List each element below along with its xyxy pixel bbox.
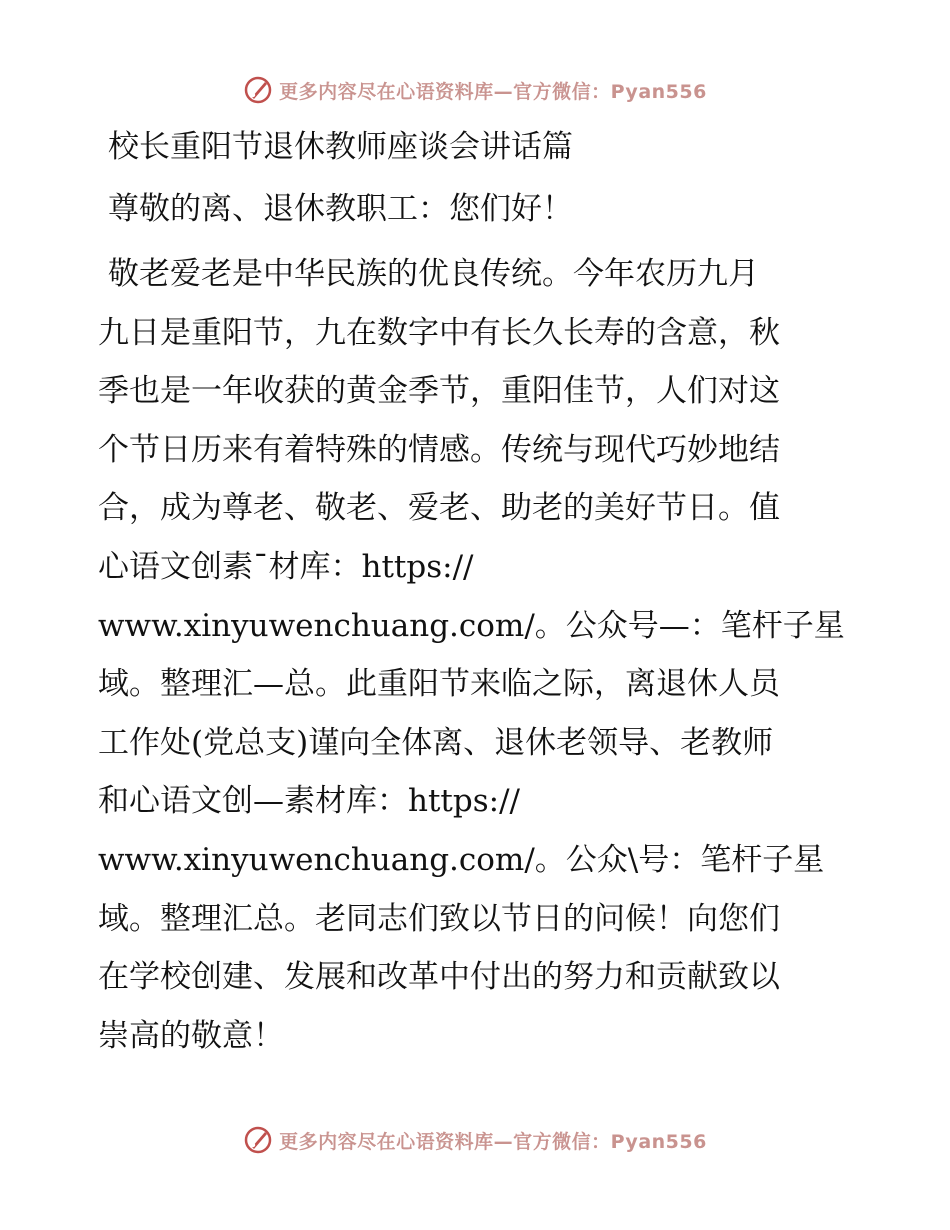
body-line: 在学校创建、发展和改革中付出的努力和贡献致以 xyxy=(98,959,780,996)
document-body xyxy=(98,118,858,1065)
body-line: 和心语文创—素材库：https:// xyxy=(98,783,520,820)
body-line: 心语文创素¯材库：https:// xyxy=(98,548,474,585)
body-paragraph xyxy=(98,245,858,1065)
body-line: 个节日历来有着特殊的情感。传统与现代巧妙地结 xyxy=(98,431,780,468)
header-banner-text: 更多内容尽在心语资料库—官方微信：Pyan556 xyxy=(279,80,707,103)
body-line: www.xinyuwenchuang.com/。公众\号：笔杆子星 xyxy=(98,841,825,878)
body-line: www.xinyuwenchuang.com/。公众号—：笔杆子星 xyxy=(98,607,845,644)
quill-circle-icon xyxy=(243,1125,273,1155)
document-title: 校长重阳节退休教师座谈会讲话篇 xyxy=(108,129,573,165)
footer-banner xyxy=(0,1122,950,1158)
quill-circle-icon xyxy=(243,75,273,105)
body-line: 敬老爱老是中华民族的优良传统。今年农历九月 xyxy=(108,256,759,292)
greeting-line: 尊敬的离、退休教职工：您们好！ xyxy=(108,191,573,227)
body-line: 九日是重阳节，九在数字中有长久长寿的含意，秋 xyxy=(98,314,780,351)
body-line: 域。整理汇—总。此重阳节来临之际，离退休人员 xyxy=(98,666,780,703)
body-line: 域。整理汇总。老同志们致以节日的问候！向您们 xyxy=(98,900,780,937)
header-banner xyxy=(0,72,950,108)
body-line: 崇高的敬意！ xyxy=(98,1017,284,1054)
body-line: 工作处(党总支)谨向全体离、退休老领导、老教师 xyxy=(98,724,774,761)
body-line: 合，成为尊老、敬老、爱老、助老的美好节日。值 xyxy=(98,490,780,527)
body-line: 季也是一年收获的黄金季节，重阳佳节，人们对这 xyxy=(98,373,780,410)
footer-banner-text: 更多内容尽在心语资料库—官方微信：Pyan556 xyxy=(279,1130,707,1153)
